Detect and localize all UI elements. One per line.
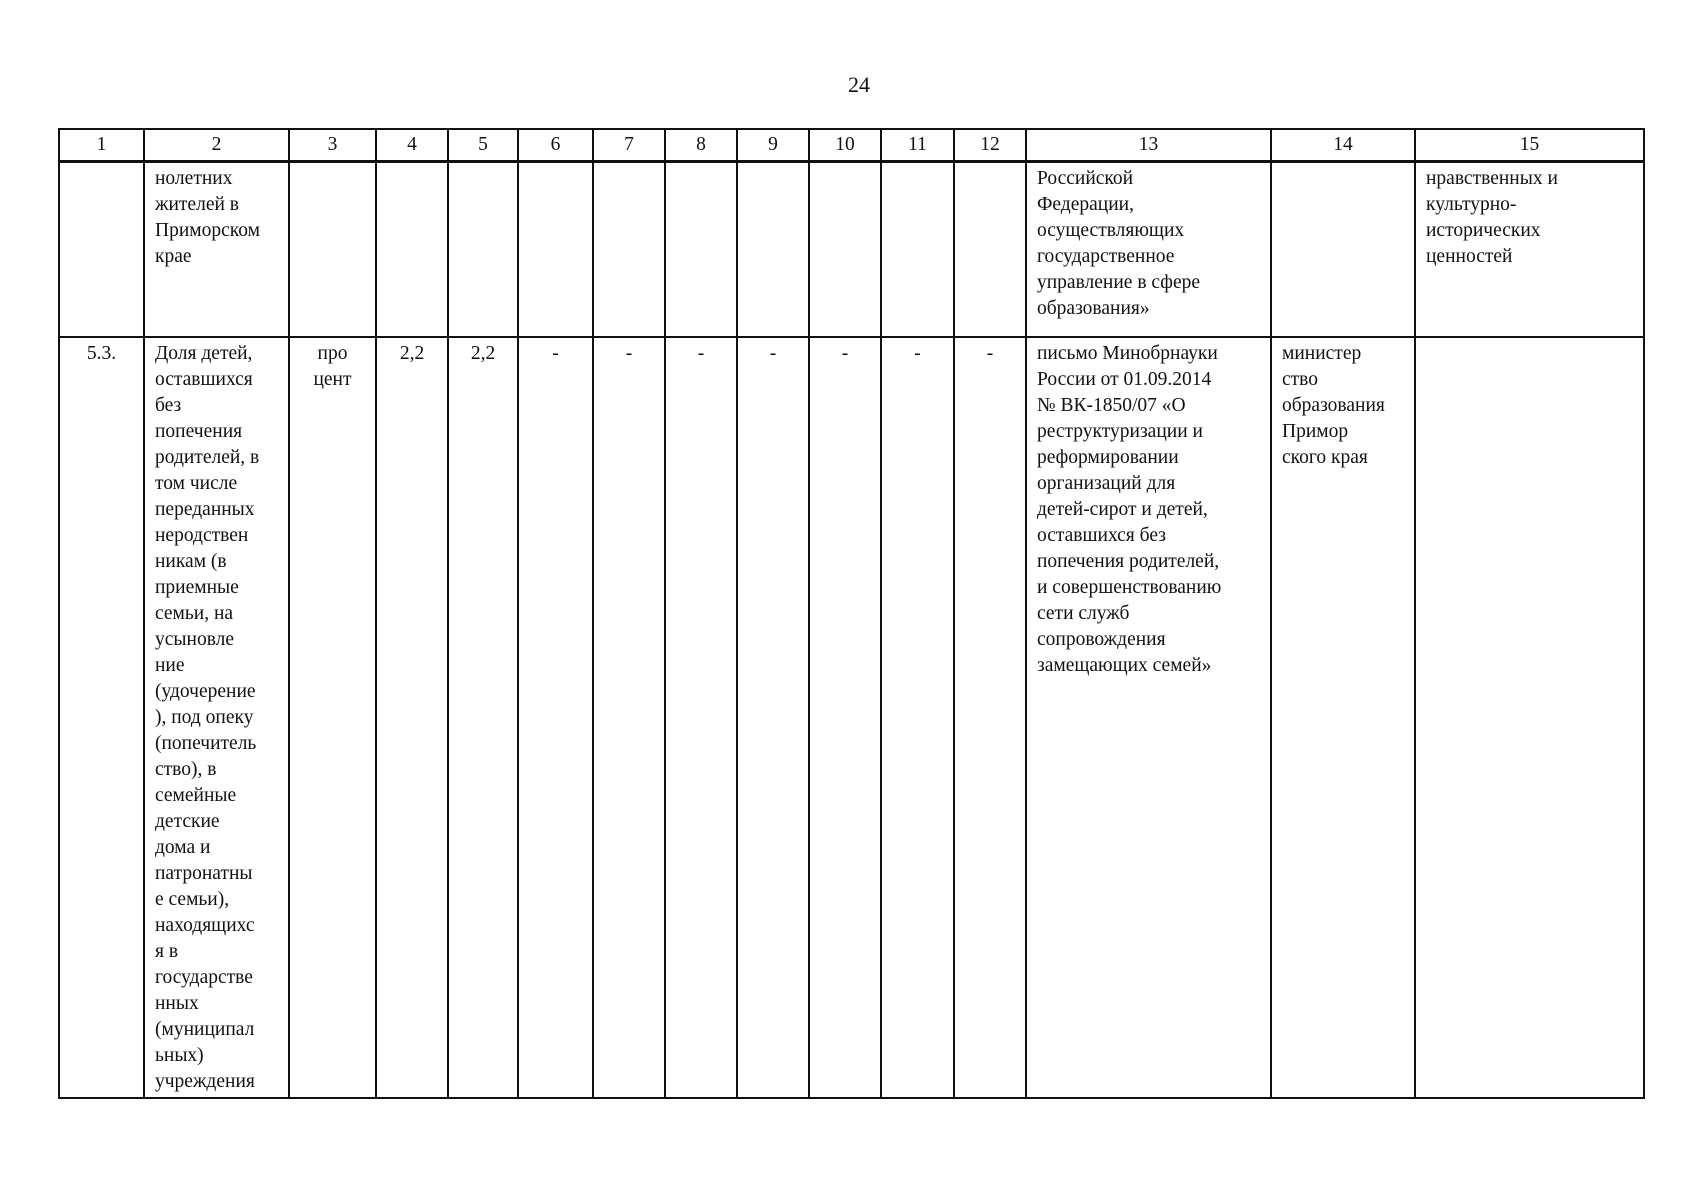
header-cell: 9 (737, 129, 809, 162)
header-cell: 10 (809, 129, 881, 162)
cell-document: письмо Минобрнауки России от 01.09.2014 № ВК-1850/07 «О реструктуризации и реформировании организаций для детей-сирот и детей, оставшихся без попечения родителей, и совершенствованию сети служб сопровождения замещающих семей» (1026, 337, 1271, 1098)
cell-empty (593, 162, 665, 338)
cell-indicator-continuation: нолетних жителей в Приморском крае (144, 162, 289, 338)
cell-empty (737, 162, 809, 338)
cell-indicator-name: Доля детей, оставшихся без попечения родителей, в том числе переданных неродствен никам (в приемные семьи, на усыновле ние (удочерение ), под опеку (попечитель ство), в семейные детские дома и патронатны е семьи), находящихс я в государстве нных (муниципал ьных) учреждения (144, 337, 289, 1098)
cell-value: 2,2 (448, 337, 518, 1098)
header-cell: 8 (665, 129, 737, 162)
cell-value: - (954, 337, 1026, 1098)
cell-value: - (665, 337, 737, 1098)
cell-empty (881, 162, 954, 338)
cell-empty (809, 162, 881, 338)
header-cell: 15 (1415, 129, 1644, 162)
cell-empty (59, 162, 144, 338)
cell-empty (954, 162, 1026, 338)
cell-value: - (737, 337, 809, 1098)
header-cell: 13 (1026, 129, 1271, 162)
header-cell: 11 (881, 129, 954, 162)
cell-empty (1271, 162, 1415, 338)
header-cell: 7 (593, 129, 665, 162)
header-cell: 14 (1271, 129, 1415, 162)
header-cell: 3 (289, 129, 376, 162)
cell-row-number: 5.3. (59, 337, 144, 1098)
header-cell: 5 (448, 129, 518, 162)
cell-responsible: министер ство образования Примор ского края (1271, 337, 1415, 1098)
cell-value: - (593, 337, 665, 1098)
data-table (58, 128, 1645, 1099)
table-row-5-3 (59, 337, 1644, 1098)
cell-empty (376, 162, 448, 338)
cell-unit: про цент (289, 337, 376, 1098)
page-number: 24 (848, 72, 870, 97)
cell-empty (448, 162, 518, 338)
header-row (59, 129, 1644, 162)
header-cell: 1 (59, 129, 144, 162)
cell-note (1415, 337, 1644, 1098)
cell-value: - (518, 337, 593, 1098)
header-cell: 4 (376, 129, 448, 162)
cell-empty (665, 162, 737, 338)
header-cell: 2 (144, 129, 289, 162)
cell-value: 2,2 (376, 337, 448, 1098)
cell-value: - (809, 337, 881, 1098)
header-cell: 12 (954, 129, 1026, 162)
cell-document-continuation: Российской Федерации, осуществляющих государственное управление в сфере образования» (1026, 162, 1271, 338)
cell-empty (289, 162, 376, 338)
cell-value: - (881, 337, 954, 1098)
cell-note-continuation: нравственных и культурно- исторических ценностей (1415, 162, 1644, 338)
cell-empty (518, 162, 593, 338)
table-row-continuation (59, 162, 1644, 338)
header-cell: 6 (518, 129, 593, 162)
